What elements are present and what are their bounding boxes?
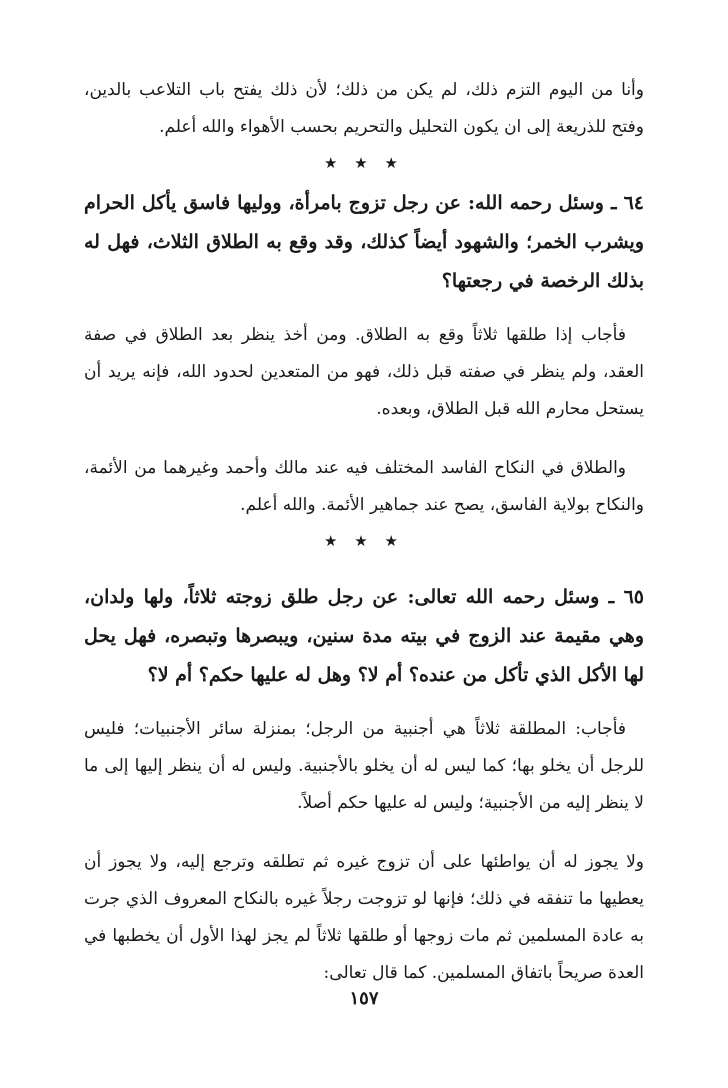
page-body <box>84 72 644 992</box>
page-number: ١٥٧ <box>349 988 379 1009</box>
paragraph-intro: وأنا من اليوم التزم ذلك، لم يكن من ذلك؛ لأن ذلك يفتح باب التلاعب بالدين، وفتح للذريعة إلى ان يكون التحليل والتحريم بحسب الأهواء والله أعلم. <box>84 80 644 137</box>
section-separator: ★ ★ ★ <box>324 532 404 550</box>
question-64: ٦٤ ـ وسئل رحمه الله: عن رجل تزوج بامرأة، ووليها فاسق يأكل الحرام ويشرب الخمر؛ والشهود أيضاً كذلك، وقد وقع به الطلاق الثلاث، فهل له بذلك الرخصة في رجعتها؟ <box>84 192 644 292</box>
section-separator: ★ ★ ★ <box>324 154 404 172</box>
answer-65-paragraph-1: فأجاب: المطلقة ثلاثاً هي أجنبية من الرجل؛ بمنزلة سائر الأجنبيات؛ فليس للرجل أن يخلو بها؛ كما ليس له أن يخلو بالأجنبية. وليس له أن ينظر إليها إلى ما لا ينظر إليه من الأجنبية؛ وليس له عليها حكم أصلاً. <box>84 719 644 813</box>
answer-65-paragraph-2: ولا يجوز له أن يواطئها على أن تزوج غيره ثم تطلقه وترجع إليه، ولا يجوز أن يعطيها ما تنفقه في ذلك؛ فإنها لو تزوجت رجلاً غيره بالنكاح المعروف الذي جرت به عادة المسلمين ثم مات زوجها أو طلقها ثلاثاً لم يجز لهذا الأول أن يخطبها في العدة صريحاً باتفاق المسلمين. كما قال تعالى: <box>84 852 644 983</box>
answer-64-paragraph-2: والطلاق في النكاح الفاسد المختلف فيه عند مالك وأحمد وغيرهما من الأئمة، والنكاح بولاية الفاسق، يصح عند جماهير الأئمة. والله أعلم. <box>84 458 644 515</box>
question-65: ٦٥ ـ وسئل رحمه الله تعالى: عن رجل طلق زوجته ثلاثاً، ولها ولدان، وهي مقيمة عند الزوج في بيته مدة سنين، ويبصرها وتبصره، فهل يحل لها الأكل الذي تأكل من عنده؟ أم لا؟ وهل له عليها حكم؟ أم لا؟ <box>84 586 644 686</box>
answer-64-paragraph-1: فأجاب إذا طلقها ثلاثاً وقع به الطلاق. ومن أخذ ينظر بعد الطلاق في صفة العقد، ولم ينظر في صفته قبل ذلك، فهو من المتعدين لحدود الله، فإنه يريد أن يستحل محارم الله قبل الطلاق، وبعده. <box>84 325 644 419</box>
